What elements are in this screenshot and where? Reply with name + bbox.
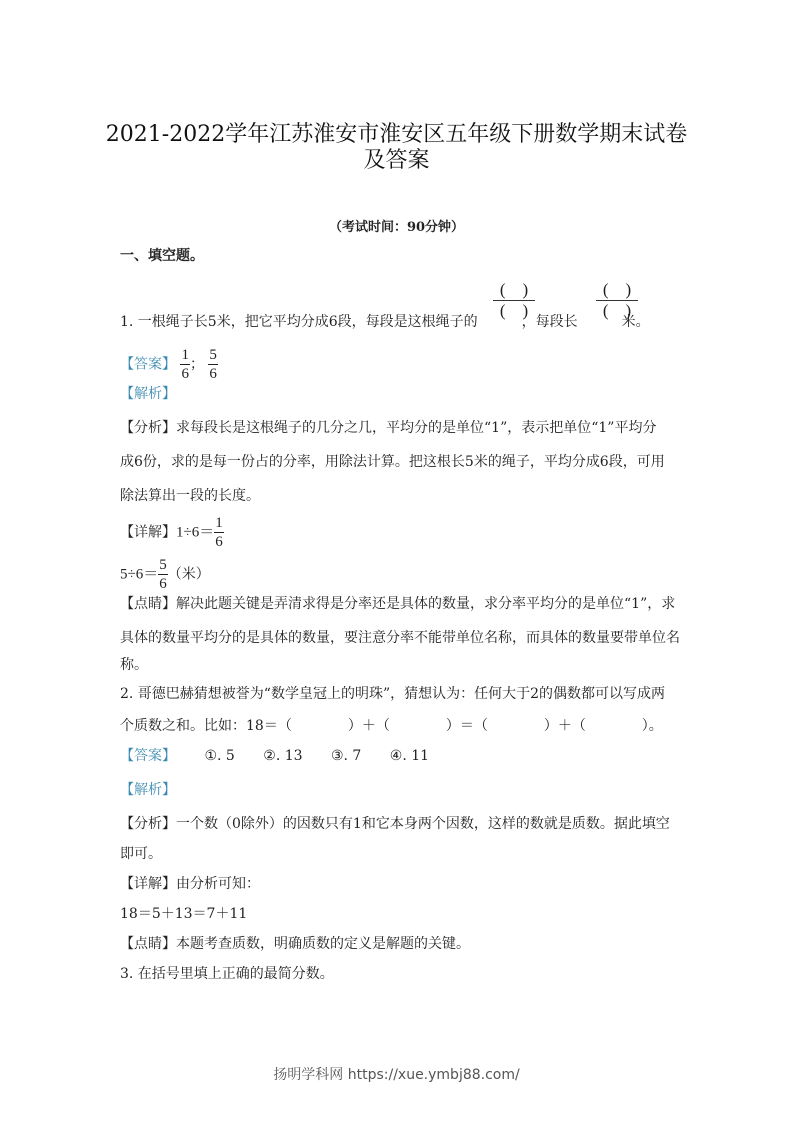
q1-analysis-line: 成6份，求的是每一份占的分率，用除法计算。把这根长5米的绳子，平均分成6段，可用 [120, 454, 665, 470]
answer-label: 【答案】 [120, 356, 176, 373]
q2-analysis-line: 即可。 [120, 846, 162, 862]
q1-analysis-line: 【分析】求每段长是这根绳子的几分之几，平均分的是单位“1”，表示把单位“1”平均分 [120, 420, 657, 436]
question-3: 3. 在括号里填上正确的最简分数。 [120, 966, 334, 982]
fraction: $\frac{5}{6}$ [209, 347, 217, 382]
q1-detail-eq1: 【详解】1÷6＝ $\frac{1}{6}$ [120, 515, 223, 550]
q1-comment-line: 具体的数量平均分的是具体的数量，要注意分率不能带单位名称，而具体的数量要带单位名 [120, 630, 680, 646]
q1-analysis-line: 除法算出一段的长度。 [120, 488, 260, 504]
q2-comment: 【点睛】本题考查质数，明确质数的定义是解题的关键。 [120, 936, 470, 952]
q2-analysis-line: 【分析】一个数（0除外）的因数只有1和它本身两个因数，这样的数就是质数。据此填空 [120, 816, 670, 832]
q1-comment-line: 称。 [120, 657, 148, 673]
q1-answer: 【答案】 $\frac{1}{6}$ ； $\frac{5}{6}$ [120, 347, 217, 382]
q1-text-before: 1. 一根绳子长5米，把它平均分成6段，每段是这根绳子的 [120, 314, 478, 330]
q1-blank-fraction-2[interactable]: ( ) ( ) [596, 280, 638, 321]
analysis-header: 【解析】 [120, 386, 176, 402]
question-1 [120, 312, 650, 332]
q1-detail-eq2: 5÷6＝ $\frac{5}{6}$ （米） [120, 557, 210, 592]
section-heading: 一、填空题。 [120, 248, 204, 264]
q1-comment-line: 【点睛】解决此题关键是弄清求得是分率还是具体的数量，求分率平均分的是单位“1”，求 [120, 596, 676, 612]
analysis-header: 【解析】 [120, 782, 176, 798]
question-2-line: 2. 哥德巴赫猜想被誉为“数学皇冠上的明珠”，猜想认为：任何大于2的偶数都可以写成两 [120, 686, 666, 702]
page-title-line2: 及答案 [363, 148, 430, 173]
q2-answer: 【答案】 ①. 5 ②. 13 ③. 7 ④. 11 [120, 748, 430, 764]
fraction: $\frac{1}{6}$ [181, 347, 189, 382]
question-2-line: 个质数之和。比如：18＝（ ）＋（ ）＝（ ）＋（ ）。 [120, 718, 663, 734]
page-title: 2021-2022学年江苏淮安市淮安区五年级下册数学期末试卷 [105, 122, 688, 147]
q1-text-after: 米。 [621, 314, 650, 330]
answer-label: 【答案】 [120, 748, 176, 764]
exam-time: （考试时间：90分钟） [328, 220, 465, 235]
footer-watermark: 扬明学科网 https://xue.ymbj88.com/ [273, 1067, 520, 1083]
q1-text-mid: ，每段长 [521, 314, 578, 330]
q1-blank-fraction-1[interactable]: ( ) ( ) [493, 280, 535, 321]
q2-detail: 【详解】由分析可知： [120, 876, 260, 892]
q2-detail-eq: 18＝5＋13＝7＋11 [120, 906, 248, 922]
